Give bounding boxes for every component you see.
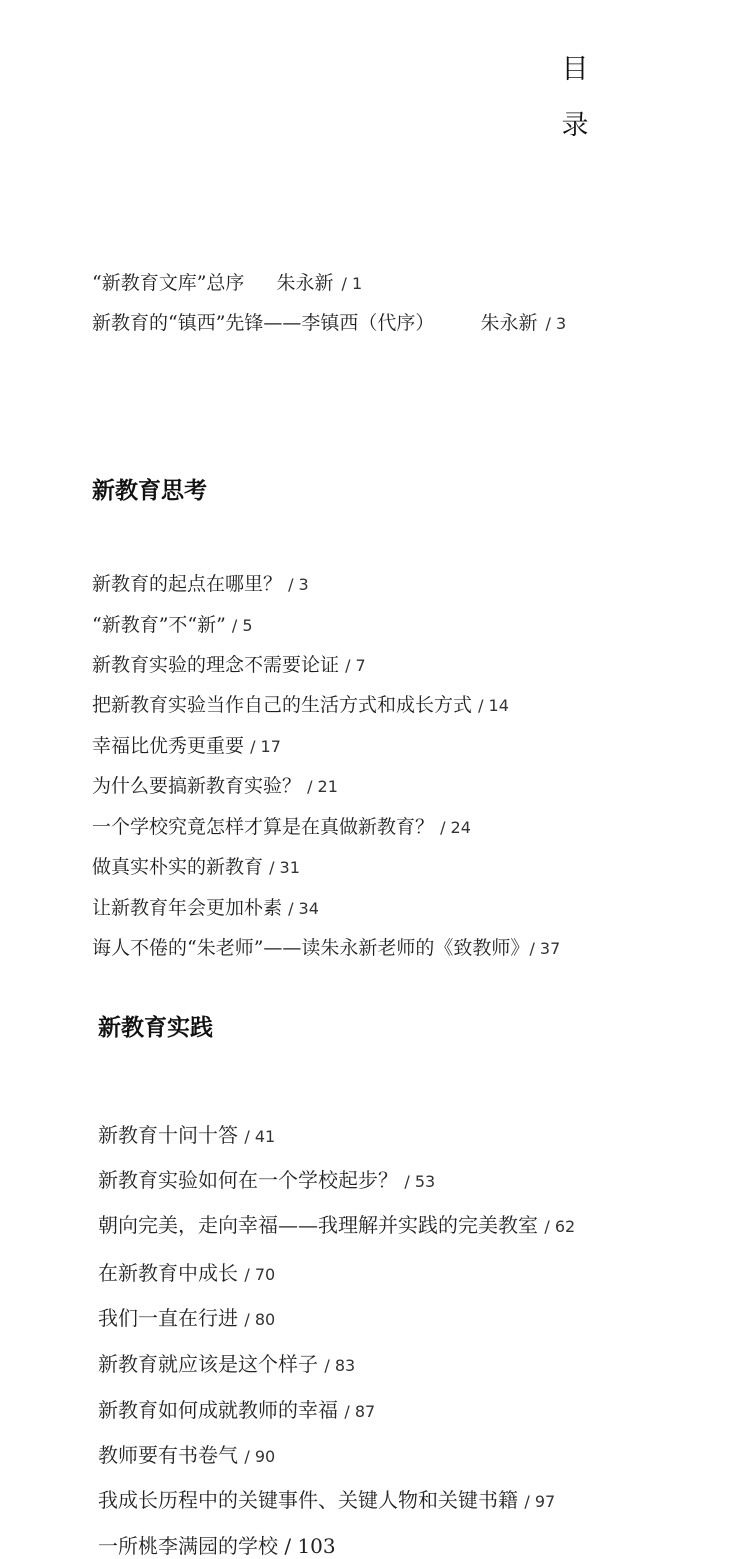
entry-page: / 14 bbox=[478, 696, 509, 715]
toc-entry[interactable] bbox=[92, 610, 253, 637]
entry-title: 我成长历程中的关键事件、关键人物和关键书籍 bbox=[98, 1488, 518, 1512]
toc-entry[interactable] bbox=[98, 1302, 275, 1331]
page-title bbox=[560, 42, 590, 154]
entry-page: / 37 bbox=[529, 939, 561, 958]
toc-entry[interactable] bbox=[98, 1348, 355, 1377]
toc-entry[interactable] bbox=[98, 1164, 435, 1193]
toc-entry[interactable] bbox=[92, 852, 300, 879]
entry-title: 新教育的“镇西”先锋——李镇西（代序） bbox=[92, 312, 435, 334]
toc-entry[interactable] bbox=[98, 1257, 275, 1286]
section-heading: 新教育思考 bbox=[92, 477, 207, 504]
entry-title: 新教育实验的理念不需要论证 bbox=[92, 654, 340, 676]
entry-page: / 24 bbox=[440, 818, 471, 837]
toc-entry[interactable] bbox=[98, 1209, 575, 1238]
entry-page: / 31 bbox=[269, 858, 300, 877]
entry-page: / 62 bbox=[544, 1217, 576, 1236]
entry-page: / 3 bbox=[545, 314, 567, 333]
entry-page: / 70 bbox=[244, 1265, 276, 1284]
entry-page: / 53 bbox=[404, 1172, 436, 1191]
entry-page: / 5 bbox=[231, 616, 253, 635]
toc-entry[interactable] bbox=[98, 1484, 555, 1513]
entry-page: / 17 bbox=[250, 737, 281, 756]
toc-entry[interactable] bbox=[98, 1439, 275, 1468]
entry-author: 朱永新 bbox=[276, 272, 334, 294]
toc-entry[interactable] bbox=[92, 812, 471, 839]
toc-entry[interactable] bbox=[92, 771, 338, 798]
entry-title: “新教育”不“新” bbox=[92, 614, 226, 636]
entry-title: 一所桃李满园的学校 bbox=[98, 1534, 278, 1558]
entry-page: / 90 bbox=[244, 1447, 276, 1466]
entry-title: 一个学校究竟怎样才算是在真做新教育？ bbox=[92, 816, 435, 838]
entry-author: 朱永新 bbox=[480, 312, 538, 334]
entry-title: 我们一直在行进 bbox=[98, 1306, 238, 1330]
toc-entry-preface-2[interactable] bbox=[92, 308, 566, 335]
toc-entry-preface-1[interactable] bbox=[92, 268, 362, 295]
entry-page: / 41 bbox=[244, 1127, 276, 1146]
entry-title: 在新教育中成长 bbox=[98, 1261, 238, 1285]
entry-title: 新教育如何成就教师的幸福 bbox=[98, 1398, 338, 1422]
entry-title: 诲人不倦的“朱老师”——读朱永新老师的《致教师》 bbox=[92, 937, 530, 959]
entry-title: 为什么要搞新教育实验？ bbox=[92, 775, 302, 797]
toc-entry[interactable] bbox=[92, 569, 309, 596]
entry-page: / 1 bbox=[341, 274, 363, 293]
entry-page: / 7 bbox=[345, 656, 366, 675]
toc-entry[interactable] bbox=[98, 1394, 375, 1423]
toc-entry[interactable] bbox=[92, 893, 319, 920]
entry-title: 把新教育实验当作自己的生活方式和成长方式 bbox=[92, 694, 473, 716]
toc-entry[interactable] bbox=[98, 1119, 275, 1148]
entry-title: 做真实朴实的新教育 bbox=[92, 856, 264, 878]
page-title-char-2: 录 bbox=[561, 110, 589, 141]
toc-entry[interactable] bbox=[92, 650, 366, 677]
entry-title: 朝向完美，走向幸福——我理解并实践的完美教室 bbox=[98, 1213, 538, 1237]
page-title-char-1: 目 bbox=[561, 54, 589, 85]
entry-title: 教师要有书卷气 bbox=[98, 1443, 238, 1467]
entry-page: / 87 bbox=[344, 1402, 376, 1421]
entry-title: 新教育的起点在哪里？ bbox=[92, 573, 283, 595]
entry-title: 新教育实验如何在一个学校起步？ bbox=[98, 1168, 398, 1192]
entry-title: 新教育十问十答 bbox=[98, 1123, 238, 1147]
entry-title: “新教育文库”总序 bbox=[92, 272, 245, 294]
entry-title: 让新教育年会更加朴素 bbox=[92, 897, 283, 919]
toc-entry-partial[interactable] bbox=[98, 1530, 336, 1559]
toc-entry[interactable] bbox=[92, 933, 560, 960]
toc-entry[interactable] bbox=[92, 690, 509, 717]
entry-page: / 103 bbox=[284, 1534, 336, 1558]
entry-page: / 97 bbox=[524, 1492, 556, 1511]
entry-page: / 83 bbox=[324, 1356, 356, 1375]
entry-title: 新教育就应该是这个样子 bbox=[98, 1352, 318, 1376]
entry-title: 幸福比优秀更重要 bbox=[92, 735, 245, 757]
entry-page: / 34 bbox=[288, 899, 319, 918]
toc-entry[interactable] bbox=[92, 731, 281, 758]
entry-page: / 80 bbox=[244, 1310, 276, 1329]
section-heading: 新教育实践 bbox=[98, 1014, 213, 1041]
entry-page: / 21 bbox=[307, 777, 338, 796]
entry-page: / 3 bbox=[288, 575, 309, 594]
